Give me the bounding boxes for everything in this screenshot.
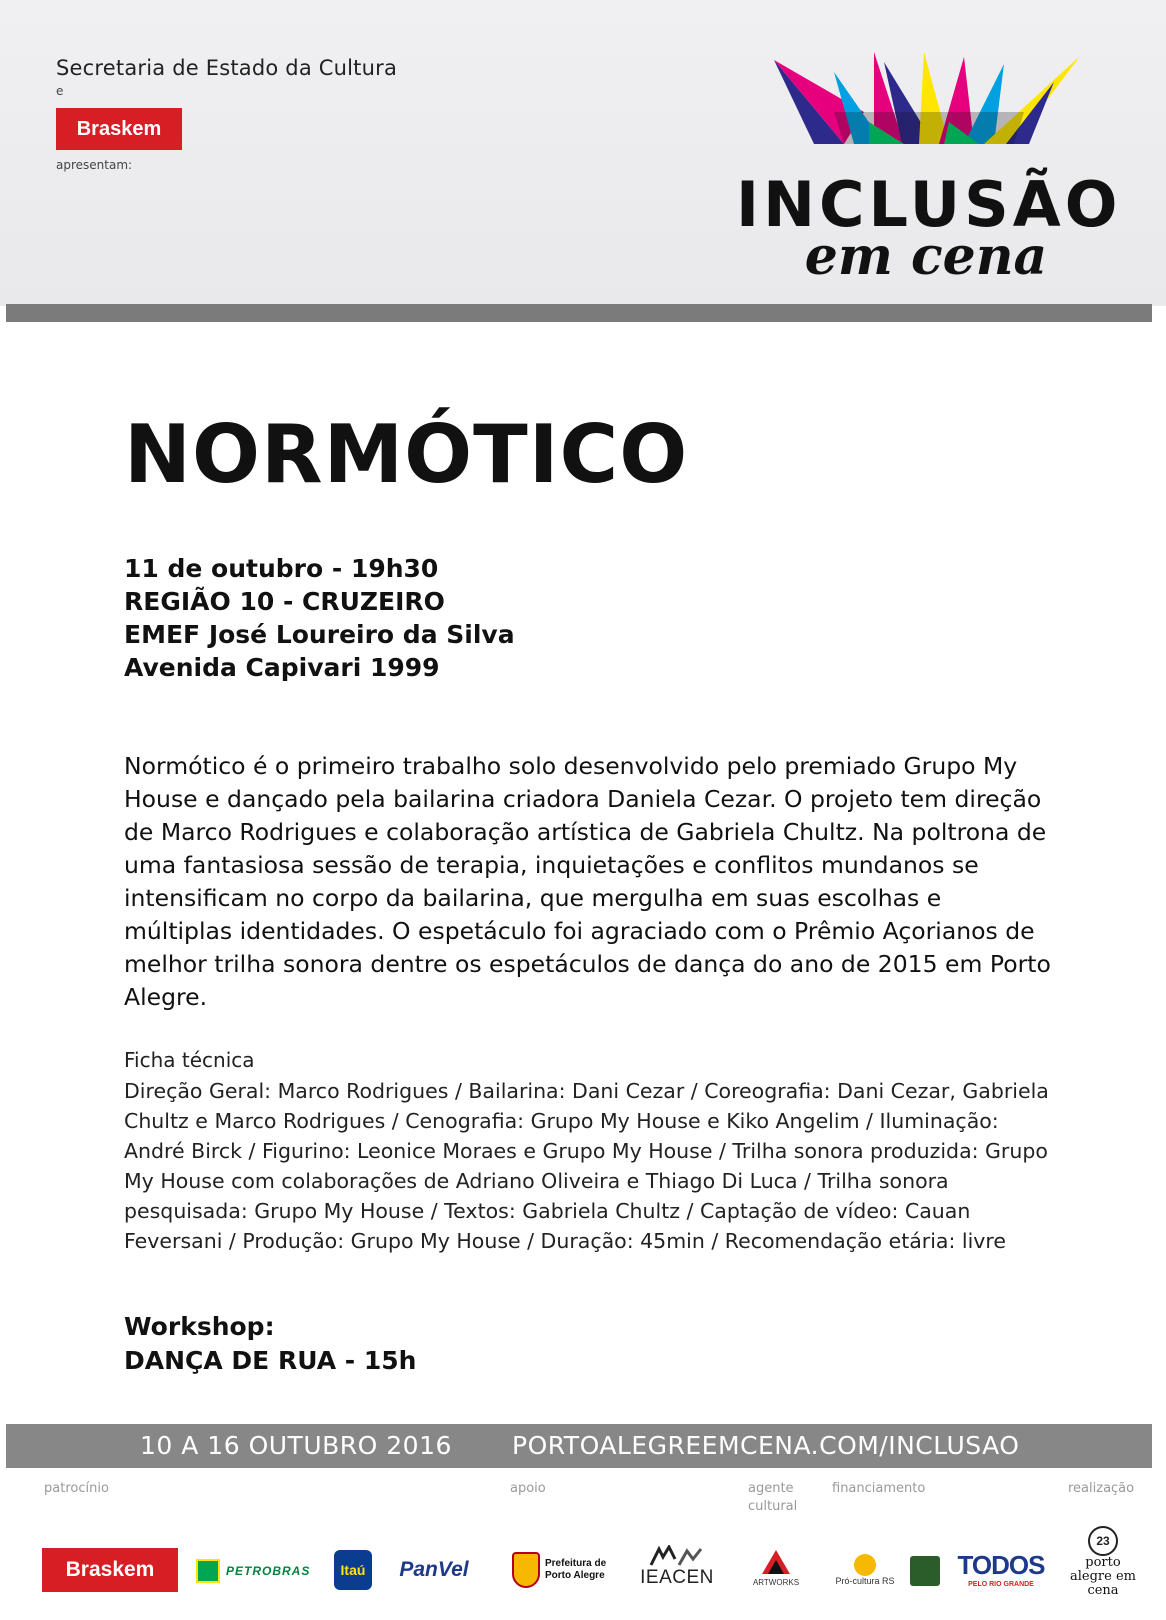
pro-cultura-icon xyxy=(854,1554,876,1576)
workshop-activity: DANÇA DE RUA - 15h xyxy=(124,1346,417,1375)
poa-anniversary-badge: 23 xyxy=(1088,1526,1118,1556)
label-apoio: apoio xyxy=(510,1481,546,1496)
crown-logo-icon xyxy=(774,52,1080,152)
presenter-conjunction: e xyxy=(56,84,64,98)
credits-text: Direção Geral: Marco Rodrigues / Bailarina: Dani Cezar / Coreografia: Dani Cezar, Gabriela Chultz e Marco Rodrigues / Cenografia: Grupo My House e Kiko Angelim / Iluminação: André Birck / Figurino: Leonice Moraes e Grupo My House / Trilha sonora produzida: Grupo My House com colaborações de Adriano Oliveira e Thiago Di Luca / Trilha sonora pesquisada: Grupo My House / Textos: Gabriela Chultz / Captação de vídeo: Cauan Feversani / Produção: Grupo My House / Duração: 45min / Recomendação etária: livre xyxy=(124,1079,1049,1253)
label-financiamento: financiamento xyxy=(832,1481,926,1496)
sponsor-braskem-logo: Braskem xyxy=(42,1548,178,1592)
event-title: NORMÓTICO xyxy=(124,408,689,501)
event-address: Avenida Capivari 1999 xyxy=(124,653,440,682)
sponsor-panvel-logo: PanVel xyxy=(399,1558,469,1581)
credits-title: Ficha técnica xyxy=(124,1048,255,1072)
event-date-time: 11 de outubro - 19h30 xyxy=(124,554,439,583)
artworks-shape-icon xyxy=(758,1548,794,1578)
realizacao-poa-em-cena-logo xyxy=(1064,1526,1142,1598)
artworks-wordmark: ARTWORKS xyxy=(752,1577,800,1587)
logo-em-cena: em cena xyxy=(804,226,1048,287)
ieacen-figures-icon xyxy=(647,1545,707,1567)
todos-subtitle: PELO RIO GRANDE xyxy=(968,1581,1034,1588)
prefeitura-shield-icon xyxy=(512,1552,540,1588)
label-realizacao: realização xyxy=(1068,1481,1135,1496)
petrobras-br-icon xyxy=(196,1559,220,1583)
footer-dates: 10 A 16 OUTUBRO 2016 xyxy=(140,1431,452,1460)
braskem-logo: Braskem xyxy=(56,108,182,150)
footer-bar xyxy=(6,1424,1152,1468)
event-region: REGIÃO 10 - CRUZEIRO xyxy=(124,587,445,616)
header-divider xyxy=(6,304,1152,322)
pro-cultura-wordmark: Pró-cultura RS xyxy=(835,1576,895,1586)
label-patrocinio: patrocínio xyxy=(44,1481,109,1496)
support-ieacen-logo xyxy=(634,1540,720,1594)
prefeitura-wordmark: Prefeitura de Porto Alegre xyxy=(545,1558,607,1581)
finance-todos-logo xyxy=(956,1544,1046,1594)
logo-inclusao: INCLUSÃO xyxy=(736,168,1122,241)
sponsor-itau-logo: Itaú xyxy=(334,1550,372,1590)
todos-wordmark: TODOS xyxy=(957,1550,1045,1580)
event-description: Normótico é o primeiro trabalho solo desenvolvido pelo premiado Grupo My House e dançado pela bailarina criadora Daniela Cezar. O projeto tem direção de Marco Rodrigues e colaboração artística de Gabriela Chultz. Na poltrona de uma fantasiosa sessão de terapia, inquietações e conflitos mundanos se intensificam no corpo da bailarina, que mergulha em suas escolhas e múltiplas identidades. O espetáculo foi agraciado com o Prêmio Açorianos de melhor trilha sonora dentre os espetáculos de dança do ano de 2015 em Porto Alegre. xyxy=(124,752,1051,1011)
agent-artworks-logo xyxy=(744,1540,808,1594)
label-agente-cultural: agente cultural xyxy=(748,1481,798,1514)
workshop-label: Workshop: xyxy=(124,1312,275,1341)
presenter-secretaria: Secretaria de Estado da Cultura xyxy=(56,56,398,80)
finance-pro-cultura-logo xyxy=(830,1548,900,1592)
petrobras-wordmark: PETROBRAS xyxy=(226,1564,311,1578)
ieacen-wordmark: IEACEN xyxy=(640,1567,714,1588)
finance-state-seal-icon xyxy=(910,1556,940,1586)
event-venue: EMEF José Loureiro da Silva xyxy=(124,620,515,649)
workshop-info xyxy=(124,1310,416,1378)
poa-wordmark: porto alegre em cena xyxy=(1070,1555,1136,1598)
presenter-apresentam: apresentam: xyxy=(56,158,133,172)
sponsor-petrobras-logo xyxy=(196,1556,324,1586)
support-prefeitura-logo xyxy=(512,1548,620,1592)
event-info xyxy=(124,552,515,684)
footer-website-link[interactable]: PORTOALEGREEMCENA.COM/INCLUSAO xyxy=(512,1431,1020,1460)
